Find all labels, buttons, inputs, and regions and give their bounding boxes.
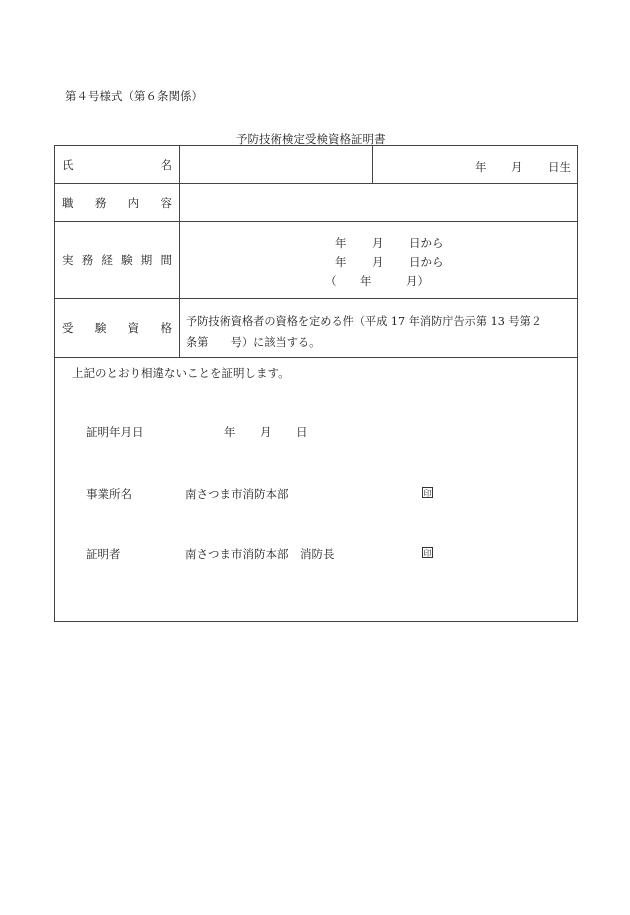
exp-total-open: （ [325,274,337,288]
row-divider [55,357,577,358]
cert-date-day: 日 [296,425,308,439]
office-label: 事業所名 [86,487,132,501]
experience-label [55,222,179,298]
exp-total-year: 年 [360,274,372,288]
experience-label-char: 験 [121,253,133,267]
duties-label-char: 職 [62,195,74,210]
qualification-label-char: 資 [127,321,140,335]
exp-end-month: 月 [372,255,384,269]
exp-start-day: 日から [409,236,444,250]
experience-label-char: 務 [81,253,94,267]
duties-field[interactable] [180,184,576,220]
cert-date-year: 年 [224,425,236,439]
form-title: 予防技術検定受検資格証明書 [236,132,386,146]
office-value: 南さつま市消防本部 [185,487,289,501]
exp-end-day: 日から [409,255,444,269]
seal-mark: 印 [423,549,432,558]
form-number: 第４号様式（第６条関係） [65,89,203,103]
name-label-char: 氏 [62,157,74,172]
duties-label-char: 容 [160,195,172,210]
experience-label-char: 経 [101,253,113,267]
experience-label-char: 間 [160,253,172,267]
name-field[interactable] [180,147,371,182]
qualification-label [55,299,179,357]
qualification-label-char: 格 [160,321,172,335]
duties-label-char: 務 [94,195,107,210]
experience-label-char: 実 [62,253,74,267]
duties-label-char: 内 [127,195,140,210]
name-label-char: 名 [160,157,172,172]
experience-label-char: 期 [140,253,153,267]
certificate-form-table [54,145,578,622]
qualification-label-char: 験 [94,321,107,335]
qualification-label-char: 受 [62,321,74,335]
exp-end-year: 年 [335,255,347,269]
exp-start-year: 年 [335,236,347,250]
seal-mark: 印 [423,489,432,498]
duties-label [55,184,179,221]
certification-statement: 上記のとおり相違ないことを証明します。 [72,366,290,380]
exp-start-month: 月 [372,236,384,250]
dob-year: 年 [475,160,487,174]
certifier-label: 証明者 [86,547,121,561]
qualification-text-line2: 条第 号）に該当する。 [186,336,321,349]
qualification-text-line1: 予防技術資格者の資格を定める件（平成 17 年消防庁告示第 13 号第２ [186,315,542,328]
dob-month: 月 [511,160,523,174]
exp-total-month: 月） [406,274,429,288]
cert-date-month: 月 [260,425,272,439]
name-label [55,146,179,183]
cert-date-label: 証明年月日 [86,425,144,439]
certifier-value: 南さつま市消防本部 消防長 [185,547,335,561]
dob-day: 日生 [548,160,571,174]
